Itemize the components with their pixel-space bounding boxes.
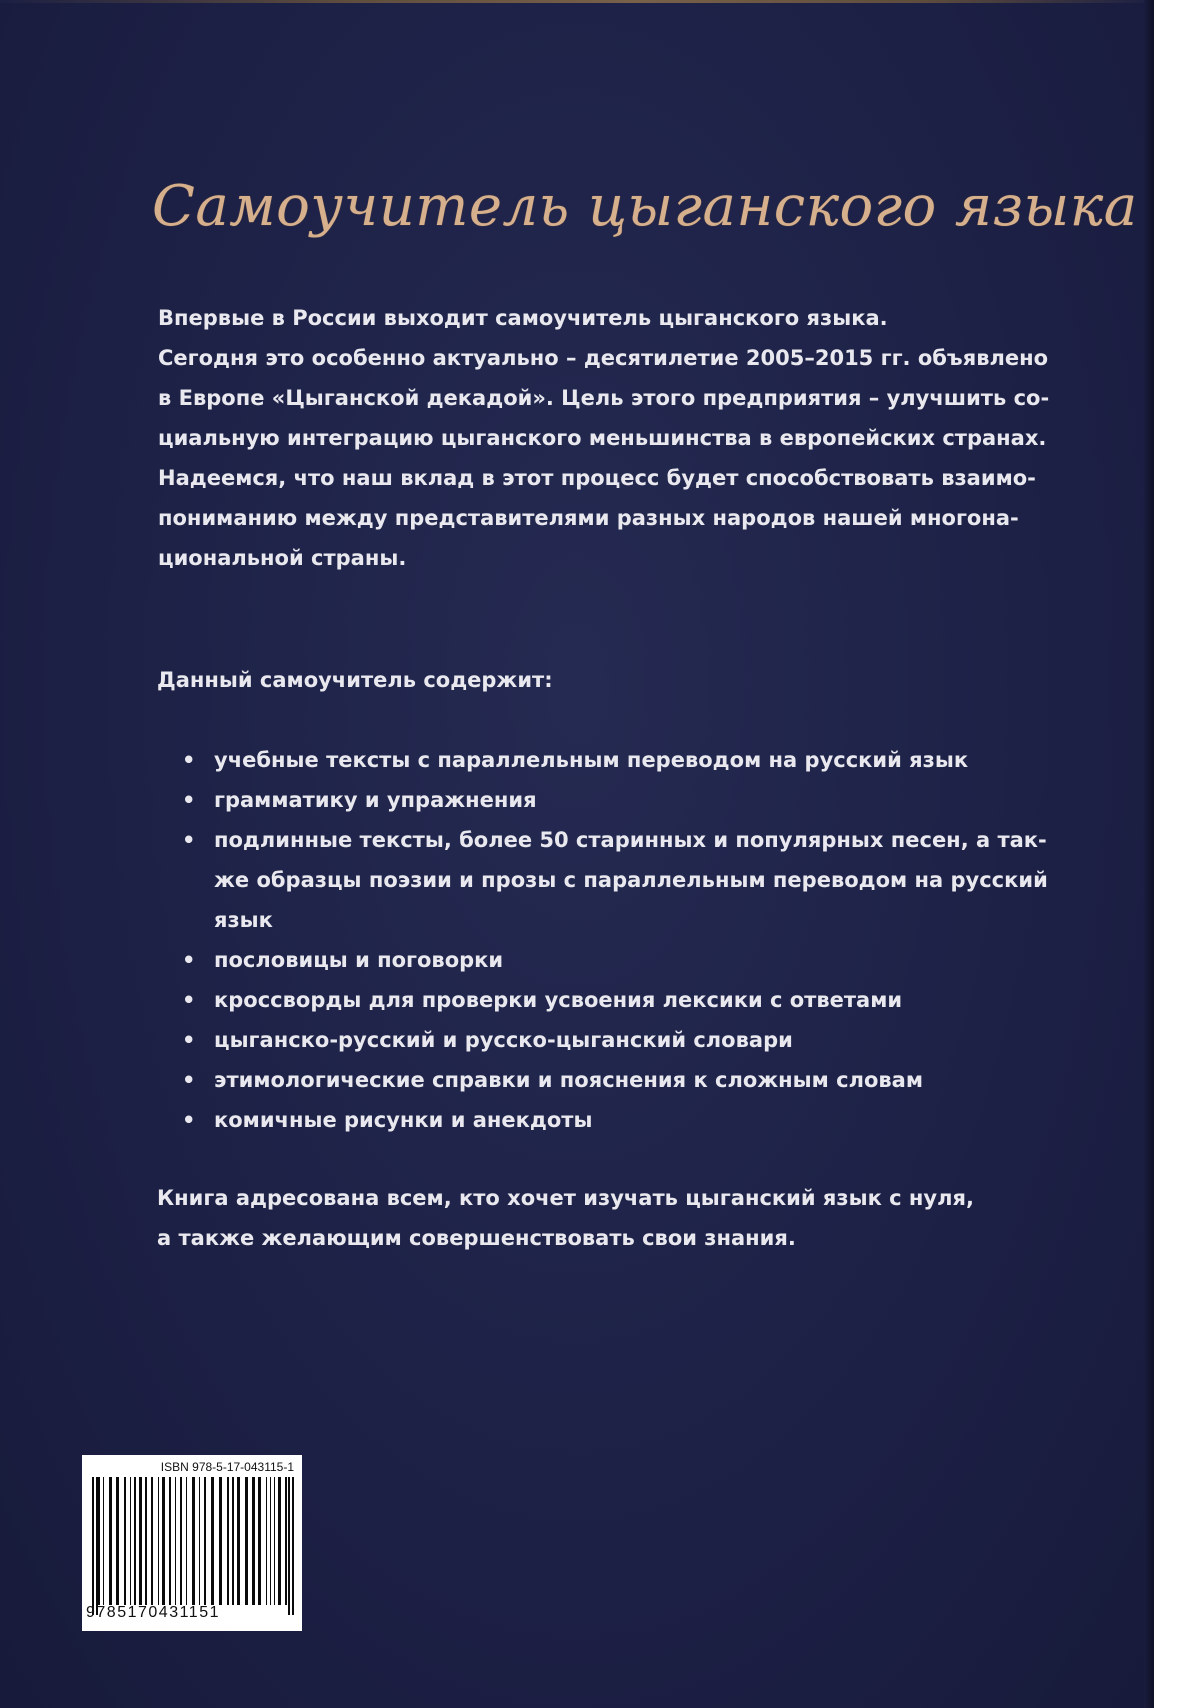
feature-item bbox=[180, 940, 1080, 980]
audience-line: а также желающим совершенствовать свои знания. bbox=[157, 1226, 796, 1250]
feature-text: же образцы поэзии и прозы с параллельным переводом на русский bbox=[214, 868, 1048, 892]
bullet-icon: • bbox=[182, 828, 196, 852]
bullet-icon: • bbox=[182, 948, 196, 972]
feature-item bbox=[180, 820, 1080, 940]
ean-digits: 9785170431151 bbox=[86, 1604, 220, 1621]
top-gold-border bbox=[0, 0, 1154, 3]
contents-heading: Данный самоучитель содержит: bbox=[157, 668, 553, 692]
audience-paragraph bbox=[157, 1178, 1077, 1258]
features-list bbox=[180, 740, 1080, 1140]
intro-line: Надеемся, что наш вклад в этот процесс будет способствовать взаимо- bbox=[158, 466, 1036, 490]
intro-line: циональной страны. bbox=[158, 546, 407, 570]
feature-text: грамматику и упражнения bbox=[214, 788, 537, 812]
bullet-icon: • bbox=[182, 1068, 196, 1092]
intro-line: циальную интеграцию цыганского меньшинства в европейских странах. bbox=[158, 426, 1047, 450]
book-title: Самоучитель цыганского языка bbox=[152, 174, 1138, 239]
feature-item bbox=[180, 1020, 1080, 1060]
intro-line: пониманию между представителями разных народов нашей многона- bbox=[158, 506, 1019, 530]
cover-edge bbox=[1144, 0, 1154, 1708]
bullet-icon: • bbox=[182, 1028, 196, 1052]
intro-line: Впервые в России выходит самоучитель цыганского языка. bbox=[158, 306, 888, 330]
feature-text: язык bbox=[214, 908, 273, 932]
feature-item bbox=[180, 780, 1080, 820]
feature-text: кроссворды для проверки усвоения лексики с ответами bbox=[214, 988, 903, 1012]
intro-line: Сегодня это особенно актуально – десятилетие 2005–2015 гг. объявлено bbox=[158, 346, 1049, 370]
barcode-bars bbox=[90, 1477, 294, 1605]
feature-text: цыганско-русский и русско-цыганский словари bbox=[214, 1028, 793, 1052]
feature-item bbox=[180, 740, 1080, 780]
feature-item bbox=[180, 980, 1080, 1020]
bullet-icon: • bbox=[182, 748, 196, 772]
bullet-icon: • bbox=[182, 788, 196, 812]
feature-text: подлинные тексты, более 50 старинных и популярных песен, а так- bbox=[214, 828, 1047, 852]
feature-item bbox=[180, 1100, 1080, 1140]
intro-line: в Европе «Цыганской декадой». Цель этого предприятия – улучшить со- bbox=[158, 386, 1050, 410]
audience-line: Книга адресована всем, кто хочет изучать цыганский язык с нуля, bbox=[157, 1186, 974, 1210]
bullet-icon: • bbox=[182, 988, 196, 1012]
intro-paragraph bbox=[158, 298, 1078, 578]
feature-text: учебные тексты с параллельным переводом на русский язык bbox=[214, 748, 969, 772]
isbn-barcode bbox=[82, 1455, 302, 1631]
isbn-label: ISBN 978-5-17-043115-1 bbox=[160, 1460, 294, 1474]
feature-item bbox=[180, 1060, 1080, 1100]
bullet-icon: • bbox=[182, 1108, 196, 1132]
feature-text: пословицы и поговорки bbox=[214, 948, 504, 972]
feature-text: этимологические справки и пояснения к сложным словам bbox=[214, 1068, 924, 1092]
feature-text: комичные рисунки и анекдоты bbox=[214, 1108, 593, 1132]
